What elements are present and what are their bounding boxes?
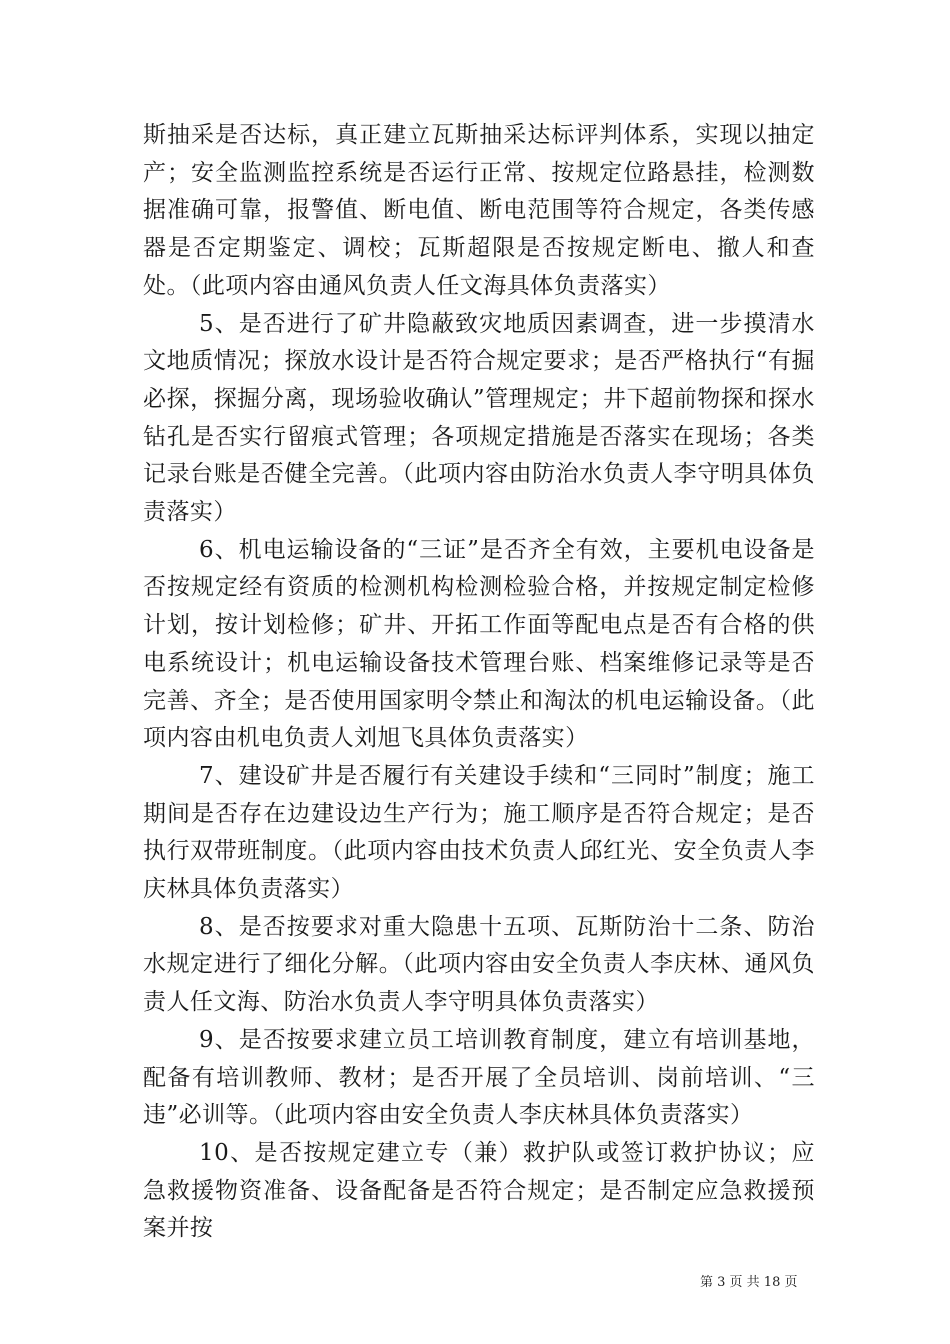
paragraph-item-7: 7、建设矿井是否履行有关建设手续和“三同时”制度；施工期间是否存在边建设边生产行为；施工顺序是否符合规定；是否执行双带班制度。（此项内容由技术负责人邱红光、安全负责人李庆林具体负责落实） [143, 762, 815, 903]
document-body [143, 117, 815, 1248]
paragraph-item-8: 8、是否按要求对重大隐患十五项、瓦斯防治十二条、防治水规定进行了细化分解。（此项内容由安全负责人李庆林、通风负责人任文海、防治水负责人李守明具体负责落实） [143, 913, 815, 1016]
paragraph-item-10: 10、是否按规定建立专（兼）救护队或签订救护协议；应急救援物资准备、设备配备是否符合规定；是否制定应急救援预案并按 [143, 1139, 815, 1242]
paragraph-item-5: 5、是否进行了矿井隐蔽致灾地质因素调查，进一步摸清水文地质情况；探放水设计是否符合规定要求；是否严格执行“有掘必探，探掘分离，现场验收确认”管理规定；井下超前物探和探水钻孔是否实行留痕式管理；各项规定措施是否落实在现场；各类记录台账是否健全完善。（此项内容由防治水负责人李守明具体负责落实） [143, 310, 815, 526]
paragraph-item-9: 9、是否按要求建立员工培训教育制度，建立有培训基地，配备有培训教师、教材；是否开展了全员培训、岗前培训、“三违”必训等。（此项内容由安全负责人李庆林具体负责落实） [143, 1026, 815, 1129]
paragraph-item-6: 6、机电运输设备的“三证”是否齐全有效，主要机电设备是否按规定经有资质的检测机构检测检验合格，并按规定制定检修计划，按计划检修；矿井、开拓工作面等配电点是否有合格的供电系统设计；机电运输设备技术管理台账、档案维修记录等是否完善、齐全；是否使用国家明令禁止和淘汰的机电运输设备。（此项内容由机电负责人刘旭飞具体负责落实） [143, 536, 815, 752]
page-number-footer: 第 3 页 共 18 页 [700, 1275, 798, 1290]
paragraph-continuation: 斯抽采是否达标，真正建立瓦斯抽采达标评判体系，实现以抽定产；安全监测监控系统是否运行正常、按规定位路悬挂，检测数据准确可靠，报警值、断电值、断电范围等符合规定，各类传感器是否定期鉴定、调校；瓦斯超限是否按规定断电、撤人和查处。（此项内容由通风负责人任文海具体负责落实） [143, 122, 815, 299]
